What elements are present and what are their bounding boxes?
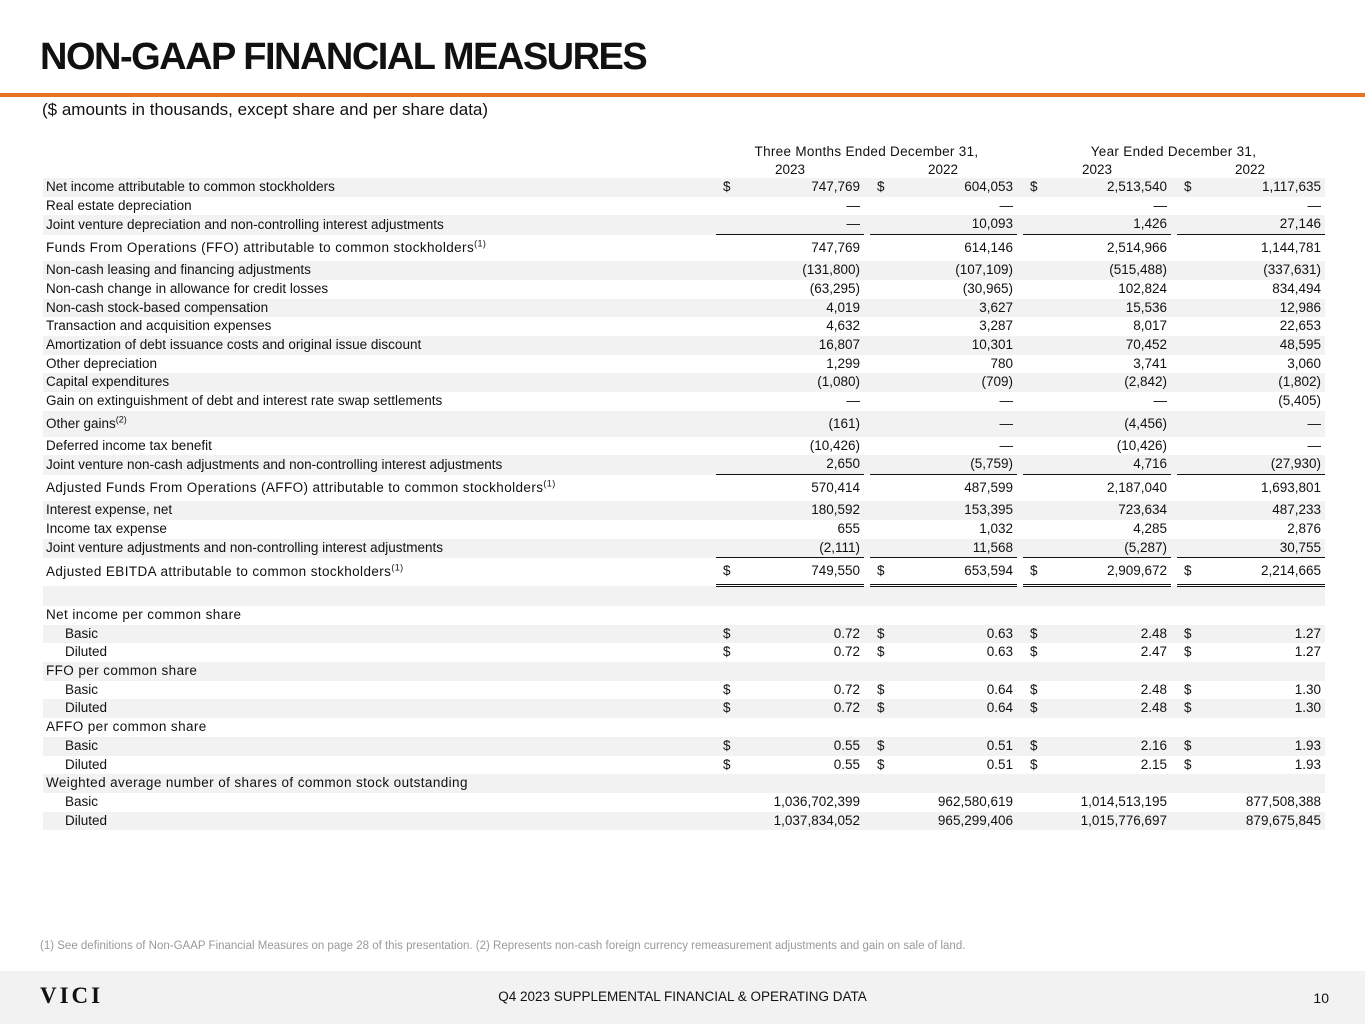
financial-table xyxy=(43,178,1325,830)
cell-value: 1,015,776,697 xyxy=(1043,812,1171,831)
cell-value: 27,146 xyxy=(1197,215,1325,234)
cell-value: 1.93 xyxy=(1197,737,1325,756)
cell-value: 2,514,966 xyxy=(1106,240,1167,256)
cell-value: 1,693,801 xyxy=(1260,480,1321,496)
dollar-sign: $ xyxy=(870,558,890,586)
cell-value: 180,592 xyxy=(736,501,864,520)
cell-value: 3,741 xyxy=(1133,355,1167,371)
cell-value: — xyxy=(1153,393,1167,409)
dollar-sign: $ xyxy=(877,681,885,697)
cell-value: (5,287) xyxy=(1043,539,1171,558)
table-row xyxy=(43,699,1325,718)
table-row xyxy=(43,643,1325,662)
year-col-2: 2022 xyxy=(869,162,1017,179)
cell-value: — xyxy=(846,393,860,409)
row-label: Diluted xyxy=(65,812,108,828)
year-col-3: 2023 xyxy=(1023,162,1171,179)
cell-value: 747,769 xyxy=(736,178,864,197)
table-row xyxy=(43,373,1325,392)
row-label: Net income per common share xyxy=(46,606,242,622)
cell-value: 2.47 xyxy=(1140,644,1167,660)
row-label: Funds From Operations (FFO) attributable to common stockholders xyxy=(46,239,475,255)
cell-value: (337,631) xyxy=(1197,261,1325,280)
cell-value: — xyxy=(999,197,1013,213)
cell-value: 0.64 xyxy=(986,681,1013,697)
cell-value: 0.72 xyxy=(736,699,864,718)
dollar-sign: $ xyxy=(716,558,736,586)
row-label: Real estate depreciation xyxy=(46,197,192,213)
dollar-sign: $ xyxy=(870,625,890,644)
table-row xyxy=(43,280,1325,299)
cell-value: 749,550 xyxy=(736,558,864,586)
cell-value: 2.48 xyxy=(1140,681,1167,697)
row-label: Diluted xyxy=(65,700,108,716)
year-header: Year Ended December 31, xyxy=(1090,144,1257,159)
dollar-sign: $ xyxy=(1177,558,1197,586)
cell-value: 653,594 xyxy=(890,558,1017,586)
cell-value: 10,301 xyxy=(890,336,1017,355)
table-row xyxy=(43,520,1325,539)
dollar-sign: $ xyxy=(877,644,885,660)
row-label: Adjusted EBITDA attributable to common stockholders xyxy=(46,563,392,579)
table-row xyxy=(43,437,1325,456)
table-row xyxy=(43,558,1325,586)
cell-value: 1,037,834,052 xyxy=(736,812,864,831)
dollar-sign: $ xyxy=(716,737,736,756)
row-label: Joint venture adjustments and non-controlling interest adjustments xyxy=(46,539,443,555)
cell-value: (161) xyxy=(736,411,864,437)
cell-value: 2,187,040 xyxy=(1106,480,1167,496)
orange-rule xyxy=(0,93,1365,97)
row-label: Interest expense, net xyxy=(46,502,173,518)
cell-value: 614,146 xyxy=(964,240,1013,256)
row-label: Basic xyxy=(65,681,99,697)
cell-value: 10,093 xyxy=(890,215,1017,234)
cell-value: 102,824 xyxy=(1118,280,1167,296)
cell-value: (2,111) xyxy=(736,539,864,558)
cell-value: 1.93 xyxy=(1294,756,1321,772)
cell-value: — xyxy=(1197,411,1325,437)
table-row xyxy=(43,336,1325,355)
cell-value: (709) xyxy=(890,373,1017,392)
cell-value: 877,508,388 xyxy=(1245,793,1321,809)
cell-value: 2.15 xyxy=(1140,756,1167,772)
table-row xyxy=(43,606,1325,625)
row-label: Income tax expense xyxy=(46,520,167,536)
row-label: Net income attributable to common stockholders xyxy=(46,179,335,194)
cell-value: 834,494 xyxy=(1272,280,1321,296)
cell-value: 879,675,845 xyxy=(1197,812,1325,831)
cell-value: (30,965) xyxy=(962,280,1013,296)
cell-value: (107,109) xyxy=(890,261,1017,280)
footnote-marker: (2) xyxy=(115,414,127,425)
cell-value: 0.55 xyxy=(736,737,864,756)
cell-value: 0.51 xyxy=(890,737,1017,756)
cell-value: 1,299 xyxy=(826,355,860,371)
cell-value: 2,876 xyxy=(1287,520,1321,536)
dollar-sign: $ xyxy=(1177,625,1197,644)
table-row xyxy=(43,793,1325,812)
cell-value: 8,017 xyxy=(1133,318,1167,334)
cell-value: (131,800) xyxy=(736,261,864,280)
cell-value: — xyxy=(890,411,1017,437)
cell-value: 487,233 xyxy=(1197,501,1325,520)
footer-text: Q4 2023 SUPPLEMENTAL FINANCIAL & OPERATING DATA xyxy=(498,989,867,1004)
cell-value: 780 xyxy=(990,355,1013,371)
cell-value: 0.63 xyxy=(890,625,1017,644)
dollar-sign: $ xyxy=(870,699,890,718)
cell-value: 3,287 xyxy=(979,318,1013,334)
dollar-sign: $ xyxy=(1023,178,1043,197)
cell-value: 70,452 xyxy=(1043,336,1171,355)
row-label: Other depreciation xyxy=(46,355,158,371)
cell-value: 747,769 xyxy=(811,240,860,256)
dollar-sign: $ xyxy=(1030,756,1038,772)
cell-value: — xyxy=(736,215,864,234)
cell-value: (63,295) xyxy=(809,280,860,296)
cell-value: 1.30 xyxy=(1197,699,1325,718)
cell-value: 1.30 xyxy=(1294,681,1321,697)
dollar-sign: $ xyxy=(1184,644,1192,660)
row-label: Gain on extinguishment of debt and interest rate swap settlements xyxy=(46,393,443,409)
vici-logo: VICI xyxy=(40,983,104,1008)
cell-value: 1,117,635 xyxy=(1197,178,1325,197)
cell-value: (1,080) xyxy=(736,373,864,392)
dollar-sign: $ xyxy=(870,737,890,756)
cell-value: 0.51 xyxy=(986,756,1013,772)
dollar-sign: $ xyxy=(1023,558,1043,586)
row-label: Adjusted Funds From Operations (AFFO) attributable to common stockholders xyxy=(46,479,544,495)
dollar-sign: $ xyxy=(1030,681,1038,697)
cell-value: 2.48 xyxy=(1043,625,1171,644)
table-row xyxy=(43,299,1325,318)
row-label: Joint venture depreciation and non-controlling interest adjustments xyxy=(46,216,444,232)
cell-value: (10,426) xyxy=(1116,437,1167,453)
table-row xyxy=(43,475,1325,502)
dollar-sign: $ xyxy=(1023,625,1043,644)
dollar-sign: $ xyxy=(1023,737,1043,756)
cell-value: 2,909,672 xyxy=(1043,558,1171,586)
table-row xyxy=(43,501,1325,520)
cell-value: 570,414 xyxy=(811,480,860,496)
subtitle: ($ amounts in thousands, except share and per share data) xyxy=(42,100,489,119)
cell-value: (27,930) xyxy=(1197,455,1325,474)
table-row xyxy=(43,774,1325,793)
table-row xyxy=(43,539,1325,558)
three-months-header: Three Months Ended December 31, xyxy=(754,144,979,159)
dollar-sign: $ xyxy=(1030,644,1038,660)
cell-value: (515,488) xyxy=(1043,261,1171,280)
cell-value: 0.55 xyxy=(833,756,860,772)
cell-value: — xyxy=(999,437,1013,453)
cell-value: 962,580,619 xyxy=(937,793,1013,809)
cell-value: 723,634 xyxy=(1043,501,1171,520)
dollar-sign: $ xyxy=(1184,756,1192,772)
dollar-sign: $ xyxy=(1177,699,1197,718)
cell-value: 12,986 xyxy=(1197,299,1325,318)
cell-value: (10,426) xyxy=(809,437,860,453)
cell-value: 604,053 xyxy=(890,178,1017,197)
cell-value: 1,036,702,399 xyxy=(773,793,860,809)
cell-value: 1,144,781 xyxy=(1260,240,1321,256)
cell-value: — xyxy=(999,393,1013,409)
dollar-sign: $ xyxy=(1177,178,1197,197)
cell-value: 4,019 xyxy=(736,299,864,318)
cell-value: (1,802) xyxy=(1197,373,1325,392)
table-row xyxy=(43,317,1325,336)
cell-value: 2,650 xyxy=(736,455,864,474)
cell-value: 1.27 xyxy=(1294,644,1321,660)
cell-value: (5,759) xyxy=(890,455,1017,474)
table-row xyxy=(43,625,1325,644)
cell-value: 2,513,540 xyxy=(1043,178,1171,197)
cell-value: — xyxy=(846,197,860,213)
dollar-sign: $ xyxy=(1023,699,1043,718)
cell-value: 655 xyxy=(837,520,860,536)
year-col-1: 2023 xyxy=(716,162,864,179)
cell-value: 22,653 xyxy=(1279,318,1321,334)
row-label: FFO per common share xyxy=(46,663,198,679)
row-label: Non-cash leasing and financing adjustments xyxy=(46,262,311,278)
cell-value: 0.72 xyxy=(833,681,860,697)
row-label: Diluted xyxy=(65,756,108,772)
dollar-sign: $ xyxy=(877,756,885,772)
dollar-sign: $ xyxy=(870,178,890,197)
dollar-sign: $ xyxy=(723,756,731,772)
cell-value: 1,014,513,195 xyxy=(1080,793,1167,809)
table-row xyxy=(43,455,1325,474)
row-label: Capital expenditures xyxy=(46,374,170,390)
cell-value: 16,807 xyxy=(736,336,864,355)
year-col-4: 2022 xyxy=(1176,162,1324,179)
cell-value: 1,032 xyxy=(979,520,1013,536)
cell-value: 2.48 xyxy=(1043,699,1171,718)
cell-value: 2.16 xyxy=(1043,737,1171,756)
cell-value: 0.64 xyxy=(890,699,1017,718)
row-label: Basic xyxy=(65,793,99,809)
footnote-marker: (1) xyxy=(474,238,487,249)
cell-value: 15,536 xyxy=(1043,299,1171,318)
row-label: Amortization of debt issuance costs and original issue discount xyxy=(46,336,422,352)
cell-value: 153,395 xyxy=(890,501,1017,520)
row-label: Weighted average number of shares of common stock outstanding xyxy=(46,775,468,791)
table-row xyxy=(43,235,1325,262)
cell-value: 3,627 xyxy=(890,299,1017,318)
cell-value: 3,060 xyxy=(1287,355,1321,371)
dollar-sign: $ xyxy=(723,681,731,697)
cell-value: 4,716 xyxy=(1043,455,1171,474)
table-row xyxy=(43,355,1325,374)
table-row xyxy=(43,718,1325,737)
cell-value: — xyxy=(1307,197,1321,213)
row-label: Other gains xyxy=(46,415,116,431)
cell-value: 1,426 xyxy=(1043,215,1171,234)
table-row xyxy=(43,215,1325,234)
footnote-marker: (1) xyxy=(543,478,556,489)
dollar-sign: $ xyxy=(723,644,731,660)
row-label: Deferred income tax benefit xyxy=(46,437,212,453)
table-row xyxy=(43,737,1325,756)
row-label: Non-cash change in allowance for credit losses xyxy=(46,280,329,296)
cell-value: 2,214,665 xyxy=(1197,558,1325,586)
dollar-sign: $ xyxy=(716,699,736,718)
cell-value: 1.27 xyxy=(1197,625,1325,644)
cell-value: 0.72 xyxy=(833,644,860,660)
cell-value: — xyxy=(1307,437,1321,453)
table-row xyxy=(43,392,1325,411)
cell-value: 48,595 xyxy=(1197,336,1325,355)
dollar-sign: $ xyxy=(1177,737,1197,756)
cell-value: (5,405) xyxy=(1278,393,1321,409)
table-row xyxy=(43,197,1325,216)
row-label: Transaction and acquisition expenses xyxy=(46,318,272,334)
table-row xyxy=(43,756,1325,775)
dollar-sign: $ xyxy=(1184,681,1192,697)
page-number: 10 xyxy=(1313,990,1329,1006)
table-row xyxy=(43,178,1325,197)
cell-value: 11,568 xyxy=(890,539,1017,558)
dollar-sign: $ xyxy=(716,178,736,197)
cell-value: 4,632 xyxy=(826,318,860,334)
row-label: AFFO per common share xyxy=(46,719,207,735)
cell-value: 30,755 xyxy=(1197,539,1325,558)
row-label: Non-cash stock-based compensation xyxy=(46,299,269,315)
row-label: Diluted xyxy=(65,644,108,660)
table-row xyxy=(43,411,1325,437)
table-row xyxy=(43,662,1325,681)
cell-value: (4,456) xyxy=(1043,411,1171,437)
row-label: Basic xyxy=(65,625,99,641)
table-row xyxy=(43,261,1325,280)
row-label: Basic xyxy=(65,737,99,753)
spacer-row xyxy=(43,586,1325,606)
row-label: Joint venture non-cash adjustments and non-controlling interest adjustments xyxy=(46,456,503,472)
footnote: (1) See definitions of Non-GAAP Financial Measures on page 28 of this presentation. (2) Represents non-cash foreign currency remeasurement adjustments and gain on sale of land. xyxy=(40,940,966,952)
table-row xyxy=(43,681,1325,700)
cell-value: 965,299,406 xyxy=(890,812,1017,831)
cell-value: 0.72 xyxy=(736,625,864,644)
cell-value: — xyxy=(1153,197,1167,213)
dollar-sign: $ xyxy=(716,625,736,644)
page-title: NON-GAAP FINANCIAL MEASURES xyxy=(40,36,647,78)
cell-value: 4,285 xyxy=(1133,520,1167,536)
cell-value: (2,842) xyxy=(1043,373,1171,392)
table-row xyxy=(43,812,1325,831)
footnote-marker: (1) xyxy=(391,562,404,573)
cell-value: 0.63 xyxy=(986,644,1013,660)
cell-value: 487,599 xyxy=(964,480,1013,496)
